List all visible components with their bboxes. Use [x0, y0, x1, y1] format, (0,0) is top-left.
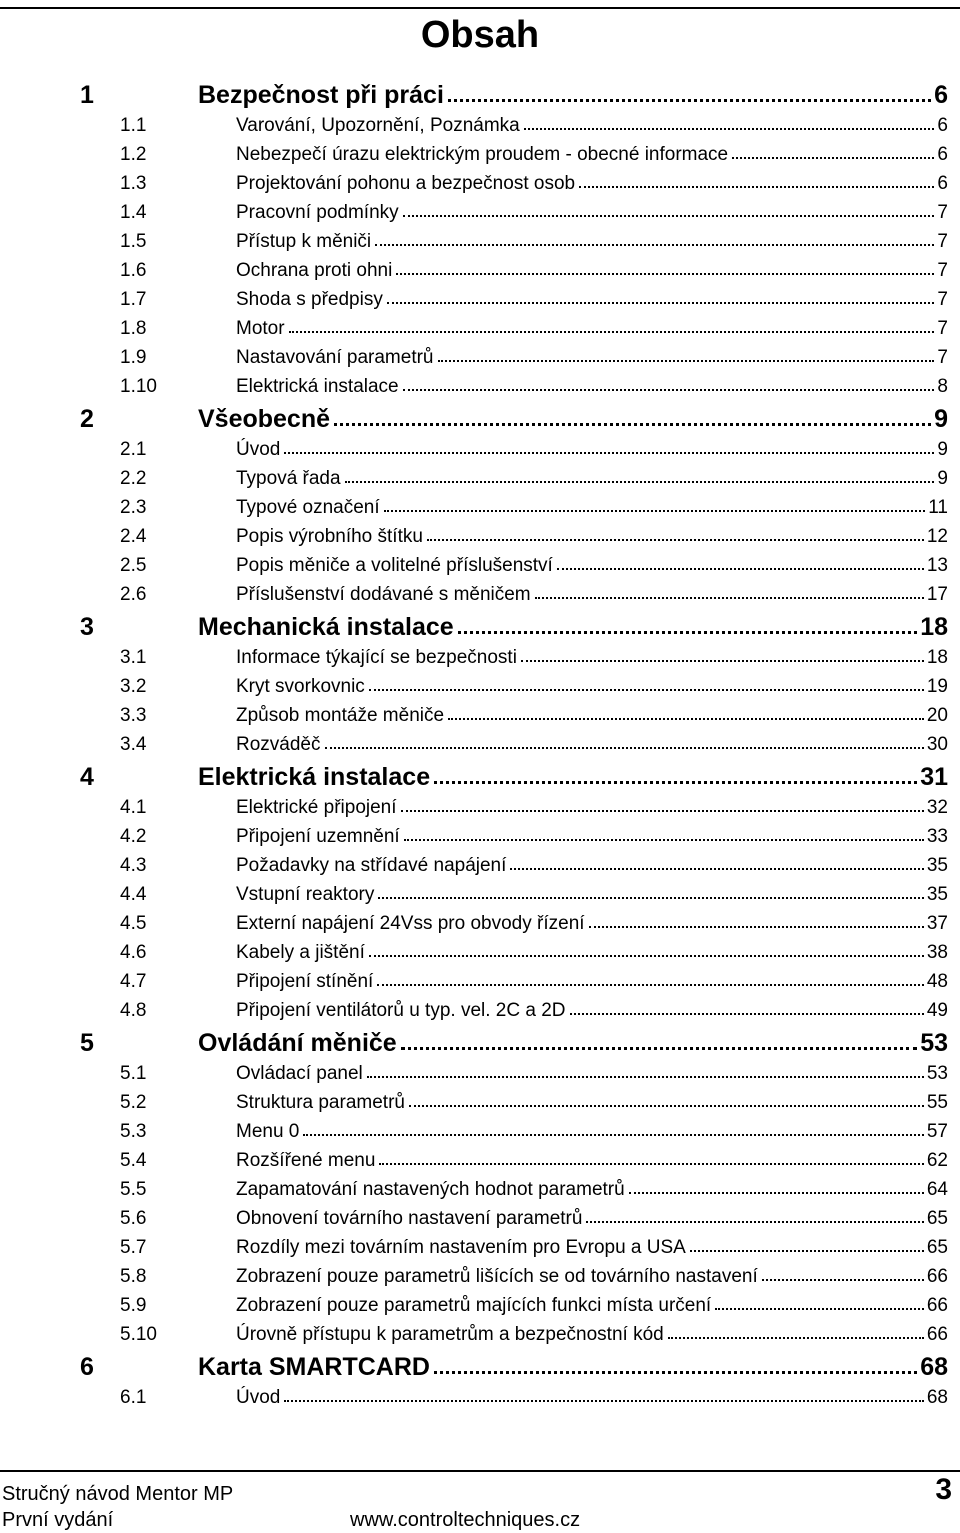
footer-page-number: 3 [935, 1473, 952, 1506]
toc-entry-link[interactable] [236, 734, 948, 756]
toc-entry-link[interactable] [236, 202, 948, 224]
dot-leader [367, 1076, 924, 1078]
dot-leader [427, 539, 924, 541]
toc-entry-page: 9 [937, 439, 948, 460]
toc-section-row[interactable] [0, 1089, 960, 1118]
toc-section-row[interactable] [0, 112, 960, 141]
toc-entry-link[interactable] [236, 1324, 948, 1346]
toc-entry-link[interactable] [236, 884, 948, 906]
toc-chapter-row[interactable] [0, 610, 960, 644]
toc-entry-link[interactable] [236, 971, 948, 993]
toc-section-row[interactable] [0, 581, 960, 610]
toc-section-row[interactable] [0, 1321, 960, 1350]
toc-entry-number: 5.10 [120, 1324, 157, 1345]
toc-entry-page: 6 [937, 173, 948, 194]
dot-leader [510, 868, 923, 870]
dot-leader [448, 99, 931, 102]
dot-leader [521, 660, 924, 662]
dot-leader [557, 568, 924, 570]
toc-entry-link[interactable] [198, 613, 948, 642]
toc-entry-link[interactable] [236, 1237, 948, 1259]
toc-entry-link[interactable] [236, 1092, 948, 1114]
toc-entry-label: Mechanická instalace [198, 613, 454, 641]
toc-entry-link[interactable] [236, 439, 948, 461]
toc-section-row[interactable] [0, 997, 960, 1026]
toc-entry-link[interactable] [236, 1295, 948, 1317]
dot-leader [396, 273, 934, 275]
toc-entry-page: 6 [937, 115, 948, 136]
toc-entry-number: 3.4 [120, 734, 147, 755]
toc-entry-number: 6 [80, 1353, 94, 1381]
toc-entry-page: 9 [937, 468, 948, 489]
toc-section-row[interactable] [0, 644, 960, 673]
toc-entry-page: 55 [926, 1092, 948, 1113]
toc-entry-label: Typové označení [236, 497, 380, 518]
toc-entry-page: 8 [937, 376, 948, 397]
toc-entry-number: 1.3 [120, 173, 147, 194]
toc-entry-label: Popis měniče a volitelné příslušenství [236, 555, 553, 576]
toc-entry-label: Obnovení továrního nastavení parametrů [236, 1208, 583, 1229]
toc-entry-label: Elektrická instalace [236, 376, 399, 397]
toc-entry-number: 4.1 [120, 797, 147, 818]
toc-entry-label: Ovládací panel [236, 1063, 363, 1084]
toc-section-row[interactable] [0, 1176, 960, 1205]
toc-entry-number: 5.9 [120, 1295, 147, 1316]
toc-entry-label: Vstupní reaktory [236, 884, 375, 905]
toc-entry-number: 5.4 [120, 1150, 147, 1171]
toc-entry-label: Připojení uzemnění [236, 826, 400, 847]
toc-entry-label: Připojení ventilátorů u typ. vel. 2C a 2D [236, 1000, 566, 1021]
toc-entry-label: Elektrická instalace [198, 763, 431, 791]
footer-url: www.controltechniques.cz [350, 1509, 581, 1531]
dot-leader [377, 984, 924, 986]
footer-rule [0, 1470, 960, 1472]
toc-entry-link[interactable] [236, 231, 948, 253]
toc-section-row[interactable] [0, 315, 960, 344]
toc-entry-link[interactable] [236, 526, 948, 548]
dot-leader [589, 926, 924, 928]
page-title: Obsah [420, 14, 540, 56]
toc-entry-page: 31 [920, 763, 948, 791]
toc-entry-link[interactable] [198, 763, 948, 792]
toc-entry-page: 7 [937, 289, 948, 310]
toc-entry-number: 6.1 [120, 1387, 147, 1408]
toc-section-row[interactable] [0, 1234, 960, 1263]
toc-entry-label: Příslušenství dodávané s měničem [236, 584, 531, 605]
dot-leader [334, 423, 931, 426]
toc-entry-link[interactable] [236, 676, 948, 698]
toc-chapter-row[interactable] [0, 760, 960, 794]
toc-section-row[interactable] [0, 1205, 960, 1234]
toc-section-row[interactable] [0, 1147, 960, 1176]
toc-entry-link[interactable] [236, 797, 948, 819]
toc-entry-link[interactable] [198, 1353, 948, 1382]
dot-leader [524, 128, 935, 130]
toc-section-row[interactable] [0, 852, 960, 881]
toc-entry-page: 66 [926, 1295, 948, 1316]
toc-entry-label: Zobrazení pouze parametrů lišících se od továrního nastavení [236, 1266, 758, 1287]
toc-chapter-row[interactable] [0, 1350, 960, 1384]
toc-entry-page: 7 [937, 260, 948, 281]
dot-leader [325, 747, 924, 749]
dot-leader [668, 1337, 924, 1339]
dot-leader [401, 810, 924, 812]
dot-leader [715, 1308, 924, 1310]
toc-entry-number: 5.5 [120, 1179, 147, 1200]
toc-section-row[interactable] [0, 702, 960, 731]
toc-entry-page: 66 [926, 1324, 948, 1345]
toc-entry-number: 3.3 [120, 705, 147, 726]
toc-entry-page: 33 [926, 826, 948, 847]
toc-entry-label: Motor [236, 318, 285, 339]
toc-entry-page: 65 [926, 1208, 948, 1229]
toc-section-row[interactable] [0, 910, 960, 939]
toc-section-row[interactable] [0, 494, 960, 523]
toc-entry-link[interactable] [236, 705, 948, 727]
toc-section-row[interactable] [0, 373, 960, 402]
toc-entry-label: Ochrana proti ohni [236, 260, 393, 281]
toc-entry-number: 4.5 [120, 913, 147, 934]
dot-leader [570, 1013, 924, 1015]
toc-entry-page: 68 [920, 1353, 948, 1381]
toc-chapter-row[interactable] [0, 78, 960, 112]
toc-entry-label: Projektování pohonu a bezpečnost osob [236, 173, 576, 194]
toc-section-row[interactable] [0, 1292, 960, 1321]
toc-section-row[interactable] [0, 286, 960, 315]
toc-entry-link[interactable] [236, 1266, 948, 1288]
toc-section-row[interactable] [0, 823, 960, 852]
toc-entry-label: Struktura parametrů [236, 1092, 405, 1113]
toc-section-row[interactable] [0, 228, 960, 257]
dot-leader [401, 1047, 917, 1050]
toc-entry-page: 18 [920, 613, 948, 641]
toc-section-row[interactable] [0, 1384, 960, 1413]
toc-entry-label: Varování, Upozornění, Poznámka [236, 115, 520, 136]
toc-entry-link[interactable] [236, 1179, 948, 1201]
dot-leader [409, 1105, 924, 1107]
toc-entry-number: 2.6 [120, 584, 147, 605]
toc-entry-number: 1.2 [120, 144, 147, 165]
toc-entry-label: Kabely a jištění [236, 942, 365, 963]
dot-leader [403, 215, 935, 217]
toc-entry-page: 19 [926, 676, 948, 697]
toc-entry-link[interactable] [236, 826, 948, 848]
toc-section-row[interactable] [0, 552, 960, 581]
toc-section-row[interactable] [0, 170, 960, 199]
table-of-contents [0, 78, 960, 1413]
toc-entry-link[interactable] [236, 555, 948, 577]
toc-section-row[interactable] [0, 794, 960, 823]
toc-entry-label: Pracovní podmínky [236, 202, 399, 223]
toc-entry-number: 2.3 [120, 497, 147, 518]
toc-entry-page: 12 [926, 526, 948, 547]
toc-entry-page: 6 [937, 144, 948, 165]
toc-entry-link[interactable] [236, 1208, 948, 1230]
dot-leader [762, 1279, 924, 1281]
toc-entry-label: Rozváděč [236, 734, 321, 755]
toc-entry-page: 9 [934, 405, 948, 433]
toc-entry-link[interactable] [198, 1029, 948, 1058]
toc-entry-number: 2.1 [120, 439, 147, 460]
toc-entry-label: Menu 0 [236, 1121, 300, 1142]
toc-entry-page: 37 [926, 913, 948, 934]
toc-entry-link[interactable] [198, 81, 948, 110]
dot-leader [378, 897, 924, 899]
toc-entry-label: Nebezpečí úrazu elektrickým proudem - obecné informace [236, 144, 729, 165]
toc-entry-link[interactable] [236, 913, 948, 935]
dot-leader [458, 631, 917, 634]
toc-entry-page: 7 [937, 202, 948, 223]
toc-section-row[interactable] [0, 257, 960, 286]
toc-entry-link[interactable] [198, 405, 948, 434]
toc-section-row[interactable] [0, 939, 960, 968]
dot-leader [438, 360, 935, 362]
toc-entry-page: 62 [926, 1150, 948, 1171]
dot-leader [404, 839, 924, 841]
toc-section-row[interactable] [0, 141, 960, 170]
toc-entry-number: 1.10 [120, 376, 157, 397]
toc-entry-number: 4.3 [120, 855, 147, 876]
toc-entry-number: 1.6 [120, 260, 147, 281]
toc-chapter-row[interactable] [0, 402, 960, 436]
dot-leader [690, 1250, 924, 1252]
toc-section-row[interactable] [0, 968, 960, 997]
toc-entry-label: Informace týkající se bezpečnosti [236, 647, 517, 668]
toc-entry-page: 7 [937, 347, 948, 368]
toc-entry-page: 48 [926, 971, 948, 992]
toc-entry-number: 2.4 [120, 526, 147, 547]
toc-entry-page: 13 [926, 555, 948, 576]
toc-entry-label: Karta SMARTCARD [198, 1353, 430, 1381]
toc-entry-page: 65 [926, 1237, 948, 1258]
toc-entry-page: 30 [926, 734, 948, 755]
toc-entry-number: 5.8 [120, 1266, 147, 1287]
toc-entry-label: Rozdíly mezi továrním nastavením pro Evropu a USA [236, 1237, 686, 1258]
toc-entry-page: 53 [926, 1063, 948, 1084]
toc-section-row[interactable] [0, 199, 960, 228]
toc-entry-number: 1.7 [120, 289, 147, 310]
toc-section-row[interactable] [0, 673, 960, 702]
toc-entry-page: 35 [926, 884, 948, 905]
toc-entry-label: Způsob montáže měniče [236, 705, 445, 726]
toc-section-row[interactable] [0, 465, 960, 494]
toc-entry-label: Kryt svorkovnic [236, 676, 365, 697]
dot-leader [284, 452, 934, 454]
toc-entry-page: 11 [928, 497, 948, 518]
toc-entry-page: 53 [920, 1029, 948, 1057]
toc-entry-link[interactable] [236, 260, 948, 282]
toc-section-row[interactable] [0, 436, 960, 465]
toc-entry-label: Požadavky na střídavé napájení [236, 855, 507, 876]
toc-entry-number: 2.2 [120, 468, 147, 489]
toc-entry-label: Zapamatování nastavených hodnot parametrů [236, 1179, 625, 1200]
toc-entry-link[interactable] [236, 1000, 948, 1022]
toc-entry-number: 4.4 [120, 884, 147, 905]
toc-entry-page: 66 [926, 1266, 948, 1287]
toc-entry-label: Nastavování parametrů [236, 347, 434, 368]
toc-section-row[interactable] [0, 523, 960, 552]
dot-leader [387, 302, 935, 304]
toc-entry-number: 4.8 [120, 1000, 147, 1021]
dot-leader [284, 1400, 924, 1402]
toc-entry-number: 1 [80, 81, 94, 109]
dot-leader [384, 510, 926, 512]
toc-entry-label: Bezpečnost při práci [198, 81, 444, 109]
dot-leader [586, 1221, 923, 1223]
toc-entry-page: 32 [926, 797, 948, 818]
toc-section-row[interactable] [0, 344, 960, 373]
toc-entry-number: 5.7 [120, 1237, 147, 1258]
toc-entry-label: Zobrazení pouze parametrů majících funkci místa určení [236, 1295, 712, 1316]
toc-section-row[interactable] [0, 1263, 960, 1292]
toc-entry-number: 3.1 [120, 647, 147, 668]
toc-entry-number: 5.6 [120, 1208, 147, 1229]
toc-entry-page: 7 [937, 318, 948, 339]
toc-entry-label: Externí napájení 24Vss pro obvody řízení [236, 913, 585, 934]
toc-entry-number: 4.7 [120, 971, 147, 992]
toc-entry-label: Typová řada [236, 468, 341, 489]
toc-entry-link[interactable] [236, 1150, 948, 1172]
dot-leader [289, 331, 935, 333]
toc-section-row[interactable] [0, 881, 960, 910]
toc-entry-number: 1.5 [120, 231, 147, 252]
toc-entry-number: 2.5 [120, 555, 147, 576]
toc-entry-page: 38 [926, 942, 948, 963]
toc-entry-number: 3.2 [120, 676, 147, 697]
toc-entry-link[interactable] [236, 1387, 948, 1409]
toc-entry-number: 3 [80, 613, 94, 641]
toc-entry-link[interactable] [236, 647, 948, 669]
toc-section-row[interactable] [0, 1060, 960, 1089]
dot-leader [375, 244, 934, 246]
toc-entry-number: 4 [80, 763, 94, 791]
toc-entry-page: 6 [934, 81, 948, 109]
toc-entry-link[interactable] [236, 144, 948, 166]
toc-entry-link[interactable] [236, 1063, 948, 1085]
footer-doc-title: Stručný návod Mentor MP [2, 1483, 234, 1505]
dot-leader [369, 955, 924, 957]
toc-entry-page: 35 [926, 855, 948, 876]
dot-leader [579, 186, 934, 188]
title-bar [0, 0, 960, 68]
dot-leader [448, 718, 924, 720]
toc-entry-number: 1.9 [120, 347, 147, 368]
footer-edition: První vydání [2, 1509, 114, 1531]
toc-entry-link[interactable] [236, 584, 948, 606]
dot-leader [732, 157, 934, 159]
toc-entry-label: Připojení stínění [236, 971, 374, 992]
toc-entry-number: 5 [80, 1029, 94, 1057]
toc-entry-link[interactable] [236, 115, 948, 137]
toc-entry-page: 17 [926, 584, 948, 605]
toc-entry-label: Úrovně přístupu k parametrům a bezpečnostní kód [236, 1324, 664, 1345]
toc-entry-page: 68 [926, 1387, 948, 1408]
toc-entry-page: 7 [937, 231, 948, 252]
toc-entry-link[interactable] [236, 1121, 948, 1143]
dot-leader [379, 1163, 923, 1165]
toc-entry-number: 2 [80, 405, 94, 433]
toc-section-row[interactable] [0, 1118, 960, 1147]
toc-entry-number: 1.4 [120, 202, 147, 223]
toc-entry-number: 5.3 [120, 1121, 147, 1142]
dot-leader [303, 1134, 923, 1136]
toc-entry-number: 5.2 [120, 1092, 147, 1113]
toc-entry-number: 4.6 [120, 942, 147, 963]
dot-leader [345, 481, 935, 483]
toc-entry-label: Všeobecně [198, 405, 331, 433]
toc-entry-number: 4.2 [120, 826, 147, 847]
toc-entry-link[interactable] [236, 942, 948, 964]
toc-entry-page: 57 [926, 1121, 948, 1142]
toc-entry-page: 49 [926, 1000, 948, 1021]
toc-entry-label: Elektrické připojení [236, 797, 397, 818]
toc-section-row[interactable] [0, 731, 960, 760]
dot-leader [434, 1371, 917, 1374]
toc-entry-link[interactable] [236, 318, 948, 340]
dot-leader [369, 689, 924, 691]
dot-leader [434, 781, 917, 784]
toc-entry-link[interactable] [236, 289, 948, 311]
toc-entry-page: 18 [926, 647, 948, 668]
toc-entry-label: Shoda s předpisy [236, 289, 383, 310]
toc-entry-link[interactable] [236, 173, 948, 195]
toc-entry-link[interactable] [236, 376, 948, 398]
toc-entry-page: 20 [926, 705, 948, 726]
dot-leader [403, 389, 935, 391]
toc-chapter-row[interactable] [0, 1026, 960, 1060]
toc-entry-label: Rozšířené menu [236, 1150, 376, 1171]
toc-entry-number: 1.8 [120, 318, 147, 339]
toc-entry-page: 64 [926, 1179, 948, 1200]
toc-entry-label: Úvod [236, 1387, 281, 1408]
dot-leader [629, 1192, 924, 1194]
toc-entry-label: Popis výrobního štítku [236, 526, 423, 547]
toc-entry-link[interactable] [236, 347, 948, 369]
toc-entry-label: Přístup k měniči [236, 231, 372, 252]
toc-entry-link[interactable] [236, 468, 948, 490]
header-rule [0, 7, 960, 9]
toc-entry-link[interactable] [236, 855, 948, 877]
toc-entry-label: Ovládání měniče [198, 1029, 397, 1057]
toc-entry-link[interactable] [236, 497, 948, 519]
toc-entry-number: 1.1 [120, 115, 147, 136]
dot-leader [535, 597, 924, 599]
toc-entry-number: 5.1 [120, 1063, 147, 1084]
toc-entry-label: Úvod [236, 439, 281, 460]
